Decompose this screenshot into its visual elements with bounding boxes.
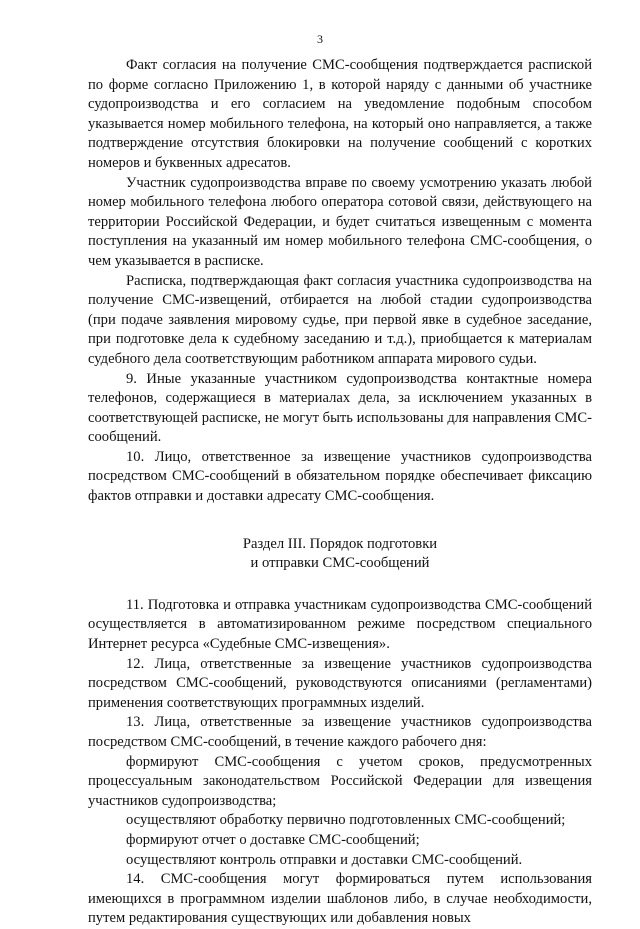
paragraph-process-messages: осуществляют обработку первично подготовленных СМС-сообщений; [126, 812, 566, 829]
page-number: 3 [317, 32, 323, 46]
paragraph-item-14: 14. СМС-сообщения могут формироваться путем использования имеющихся в программном изделии шаблонов либо, в случае необходимости, путем редактирования существующих или добавления новых [88, 871, 592, 927]
section-heading-line-2: и отправки СМС-сообщений [250, 555, 430, 572]
document-body [88, 56, 592, 929]
paragraph-form-messages: формируют СМС-сообщения с учетом сроков, предусмотренных процессуальным законодательством Российской Федерации для извещения участников судопроизводства; [88, 753, 592, 809]
paragraph-consent-confirmation: Факт согласия на получение СМС-сообщения подтверждается распиской по форме согласно Приложению 1, в которой наряду с данными об участнике судопроизводства и его согласием на уведомление подобным способом указывается номер мобильного телефона, на который оно направляется, а также подтверждение отсутствия блокировки на получение сообщений с коротких номеров и буквенных адресатов. [88, 57, 592, 171]
paragraph-item-10: 10. Лицо, ответственное за извещение участников судопроизводства посредством СМС-сообщений в обязательном порядке обеспечивает фиксацию фактов отправки и доставки адресату СМС-сообщения. [88, 448, 592, 505]
section-heading [88, 535, 592, 574]
paragraph-receipt-stage: Расписка, подтверждающая факт согласия участника судопроизводства на получение СМС-извещений, отбирается на любой стадии судопроизводства (при подаче заявления мировому судье, при первой явке в судебное заседание, при подготовке дела к судебному заседанию и т.д.), приобщается к материалам судебного дела соответствующим работником аппарата мирового судьи. [88, 272, 592, 367]
paragraph-delivery-report: формируют отчет о доставке СМС-сообщений; [126, 831, 420, 848]
paragraph-phone-choice: Участник судопроизводства вправе по своему усмотрению указать любой номер мобильного телефона любого оператора сотовой связи, действующего на территории Российской Федерации, и будет считаться извещенным с момента поступления на указанный им номер мобильного телефона СМС-сообщения, о чем указывается в расписке. [88, 174, 592, 269]
paragraph-item-12: 12. Лица, ответственные за извещение участников судопроизводства посредством СМС-сообщений, руководствуются описаниями (регламентами) применения соответствующих программных изделий. [88, 655, 592, 711]
paragraph-item-11: 11. Подготовка и отправка участникам судопроизводства СМС-сообщений осуществляется в автоматизированном режиме посредством специального Интернет ресурса «Судебные СМС-извещения». [88, 596, 592, 653]
paragraph-control-delivery: осуществляют контроль отправки и доставки СМС-сообщений. [126, 851, 523, 868]
paragraph-item-13: 13. Лица, ответственные за извещение участников судопроизводства посредством СМС-сообщений, в течение каждого рабочего дня: [88, 714, 592, 750]
paragraph-item-9: 9. Иные указанные участником судопроизводства контактные номера телефонов, содержащиеся в материалах дела, за исключением указанных в соответствующей расписке, не могут быть использованы для направления СМС-сообщений. [88, 370, 592, 446]
section-heading-line-1: Раздел III. Порядок подготовки [242, 535, 438, 552]
